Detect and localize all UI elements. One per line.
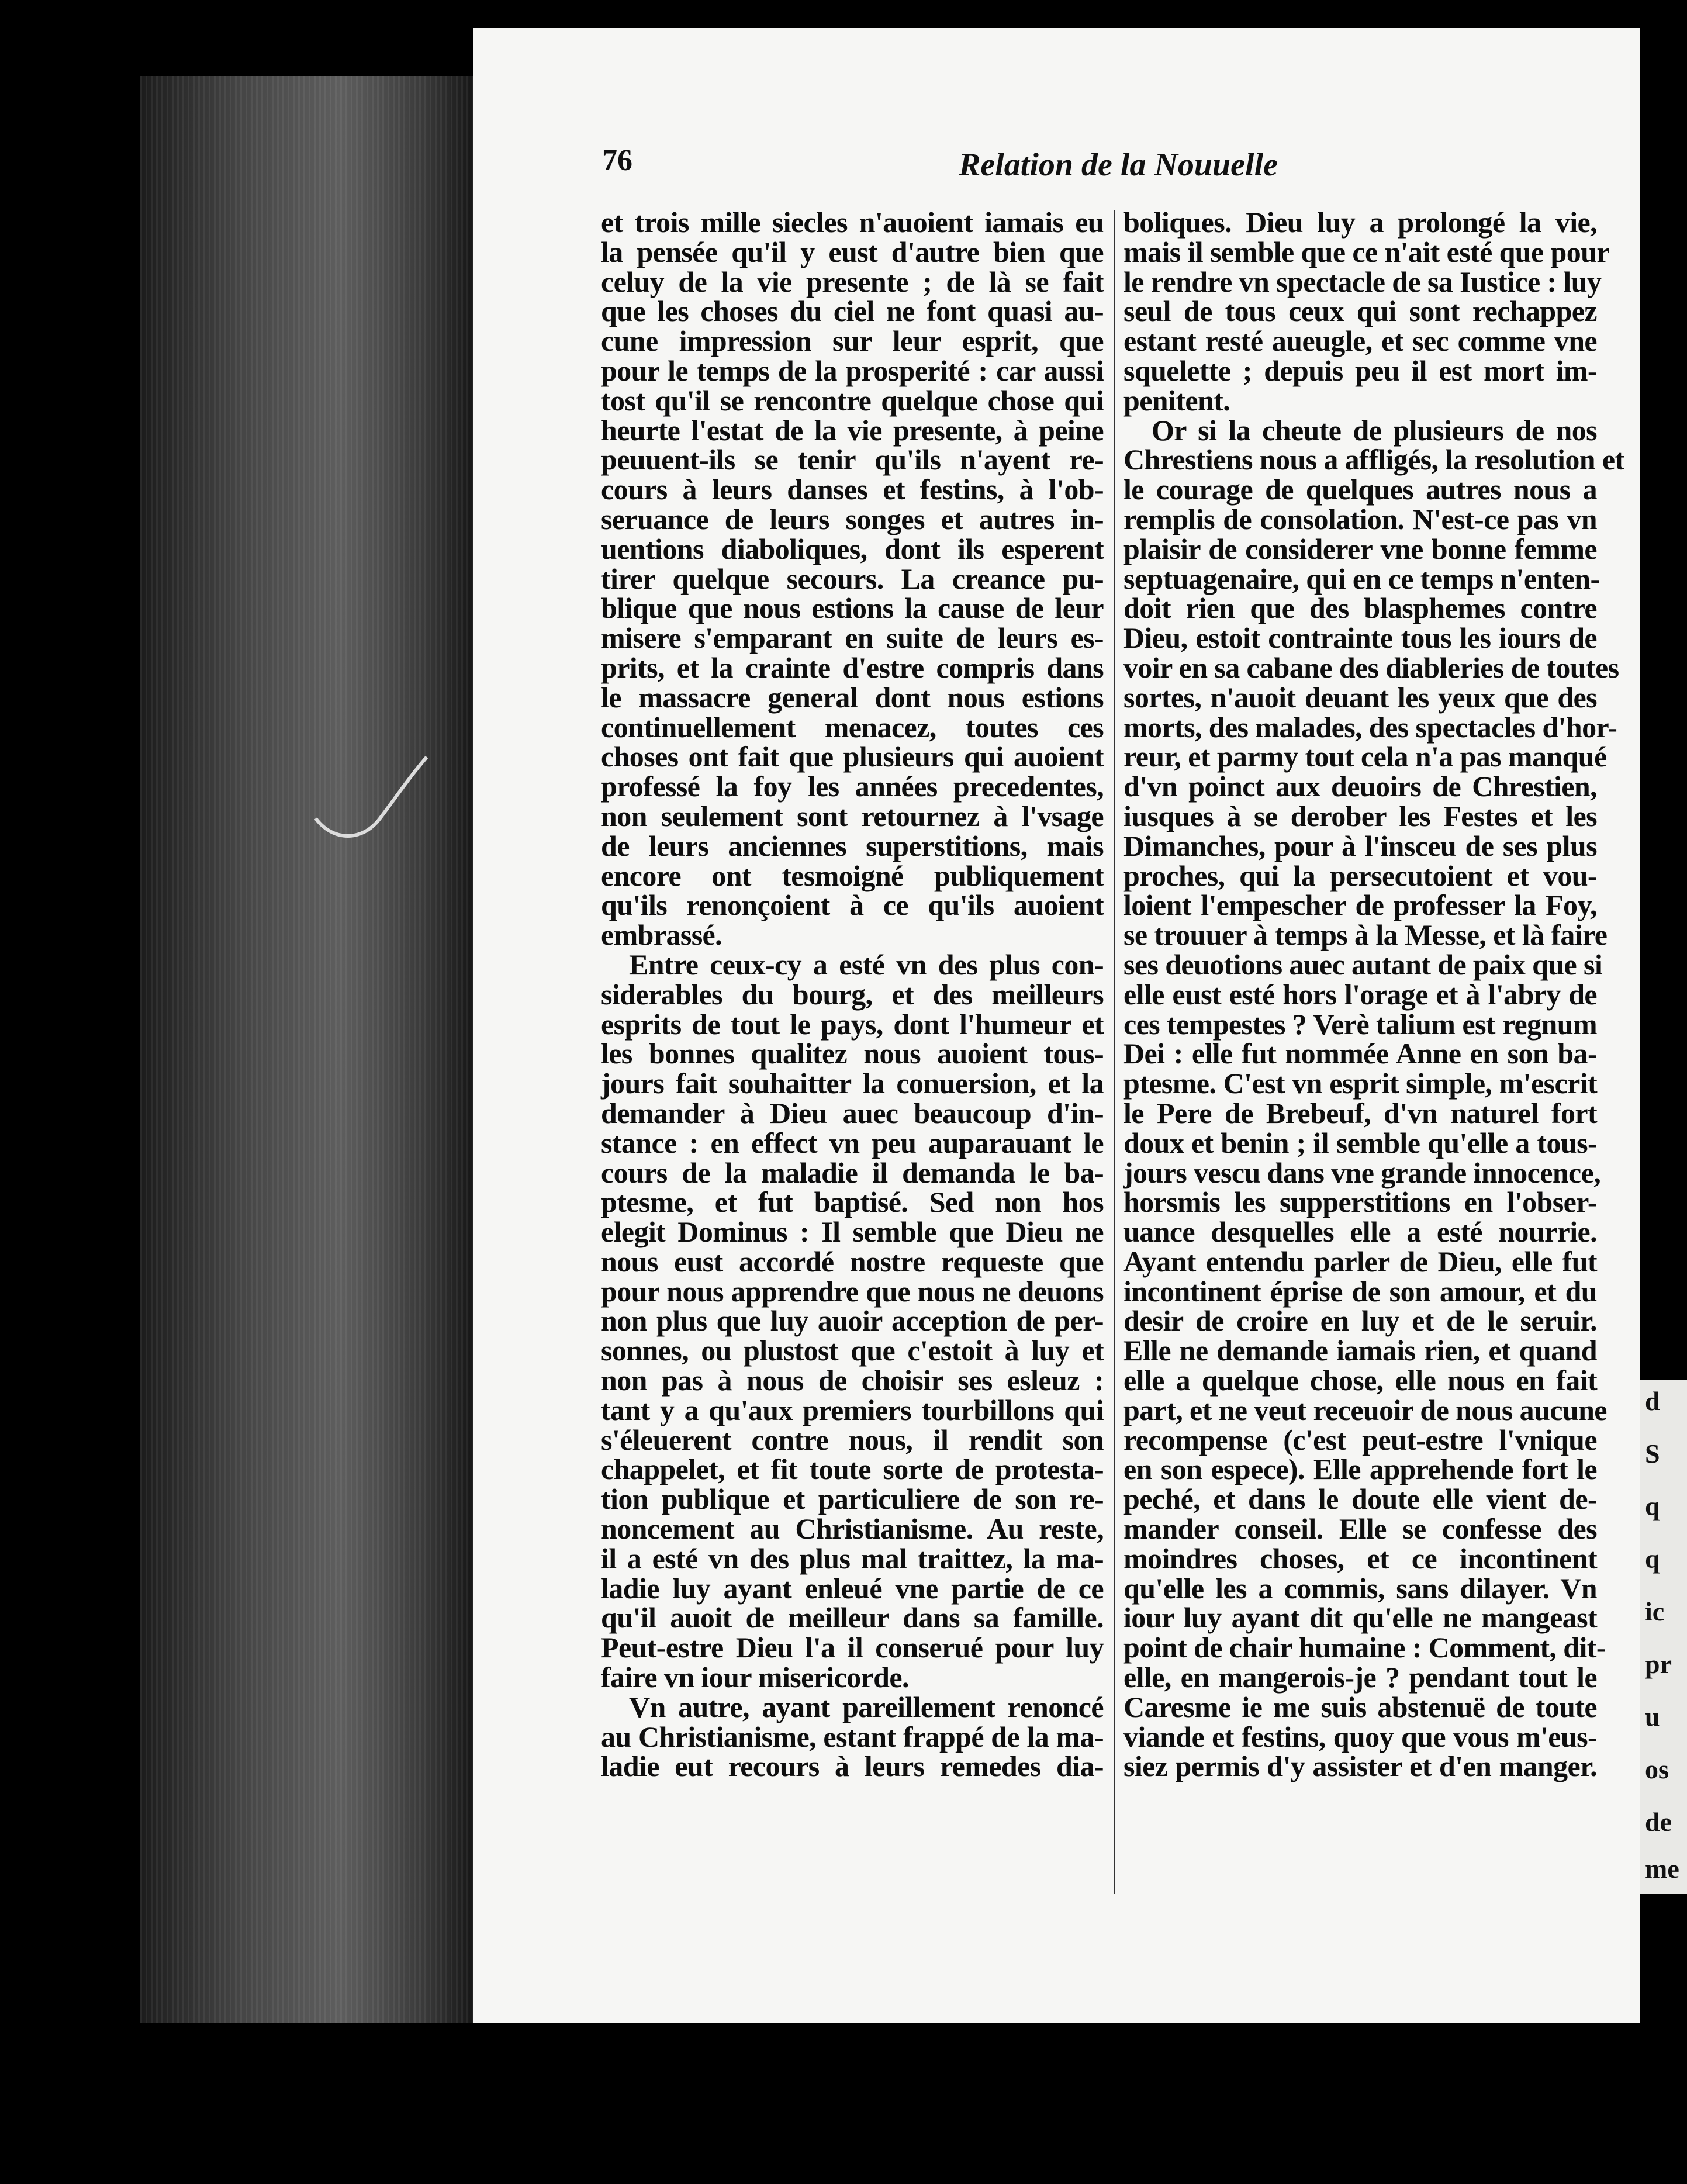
text-line: nous eust accordé nostre requeste que [601,1245,1104,1278]
text-line: le massacre general dont nous estions [601,680,1104,714]
column-rule [1114,210,1115,1894]
text-line: desir de croire en luy et de le seruir. [1123,1304,1597,1338]
text-line: penitent. [1123,383,1230,417]
text-line: faire vn iour misericorde. [601,1661,909,1694]
text-line: mais il semble que ce n'ait esté que pour [1123,235,1609,268]
text-line: elle a quelque chose, elle nous en fait [1123,1364,1597,1397]
text-line: peuuent-ils se tenir qu'ils n'ayent re- [601,443,1104,476]
text-line: plaisir de considerer vne bonne femme [1123,532,1597,565]
text-line: point de chair humaine : Comment, dit- [1123,1631,1606,1664]
text-line: Dieu, estoit contrainte tous les iours de [1123,621,1597,655]
text-line: et trois mille siecles n'auoient iamais eu [601,206,1104,239]
edge-fragment: u [1645,1702,1660,1732]
text-line: ptesme. C'est vn esprit simple, m'escrit [1123,1067,1597,1100]
text-line: esprits de tout le pays, dont l'humeur et [601,1007,1104,1041]
text-line: choses ont fait que plusieurs qui auoient [601,740,1104,773]
edge-fragment: os [1645,1754,1669,1784]
text-line: cune impression sur leur esprit, que [601,324,1104,358]
edge-fragment: de [1645,1807,1672,1837]
text-line: demander à Dieu auec beaucoup d'in- [601,1096,1104,1129]
edge-fragment: S [1645,1439,1660,1468]
text-line: Caresme ie me suis abstenuë de toute [1123,1690,1597,1723]
page-number: 76 [602,144,632,177]
text-line: que les choses du ciel ne font quasi au- [601,295,1104,328]
text-line: viande et festins, quoy que vous m'eus- [1123,1720,1597,1753]
text-line: siderables du bourg, et des meilleurs [601,977,1104,1011]
text-line: uance desquelles elle a esté nourrie. [1123,1215,1597,1249]
text-line: jours vescu dans vne grande innocence, [1123,1156,1601,1189]
text-line: loient l'empescher de professer la Foy, [1123,889,1597,922]
edge-fragment: d [1645,1386,1660,1416]
text-line: seul de tous ceux qui sont rechappez [1123,295,1597,328]
text-line: peché, et dans le doute elle vient de- [1123,1483,1597,1516]
edge-fragment: pr [1645,1649,1672,1679]
text-line: Ayant entendu parler de Dieu, elle fut [1123,1245,1597,1278]
text-line: seruance de leurs songes et autres in- [601,502,1104,535]
edge-fragment: me [1645,1854,1679,1884]
text-line: prits, et la crainte d'estre compris dans [601,651,1104,684]
text-line: il a esté vn des plus mal traittez, la ma- [601,1542,1104,1575]
text-line: ladie eut recours à leurs remedes dia- [601,1750,1104,1783]
text-line: heurte l'estat de la vie presente, à peine [601,413,1104,447]
text-line: voir en sa cabane des diableries de toutes [1123,651,1619,684]
text-line: de leurs anciennes superstitions, mais [601,829,1104,862]
text-line: Elle ne demande iamais rien, et quand [1123,1334,1597,1367]
edge-fragment: q [1645,1544,1660,1574]
next-page-edge [1640,1380,1687,1894]
text-line: encore ont tesmoigné publiquement [601,859,1104,892]
text-line: doux et benin ; il semble qu'elle a tous- [1123,1126,1597,1159]
text-line: Or si la cheute de plusieurs de nos [1152,413,1597,447]
text-line: qu'il auoit de meilleur dans sa famille. [601,1601,1104,1634]
text-line: elegit Dominus : Il semble que Dieu ne [601,1215,1104,1249]
text-line: ses deuotions auec autant de paix que si [1123,948,1603,981]
text-line: qu'ils renonçoient à ce qu'ils auoient [601,889,1104,922]
text-line: elle, en mangerois-je ? pendant tout le [1123,1661,1597,1694]
text-line: non seulement sont retournez à l'vsage [601,799,1104,832]
text-line: non pas à nous de choisir ses esleuz : [601,1364,1104,1397]
text-line: cours à leurs danses et festins, à l'ob- [601,473,1104,506]
text-line: tant y a qu'aux premiers tourbillons qui [601,1393,1104,1426]
edge-fragment: ic [1645,1596,1665,1626]
text-line: qu'elle les a commis, sans dilayer. Vn [1123,1571,1597,1605]
text-line: pour nous apprendre que nous ne deuons [601,1274,1104,1308]
text-line: mander conseil. Elle se confesse des [1123,1512,1597,1546]
text-line: ptesme, et fut baptisé. Sed non hos [601,1186,1104,1219]
text-line: chappelet, et fit toute sorte de protesta- [601,1453,1104,1486]
text-line: proches, qui la persecutoient et vou- [1123,859,1597,892]
book-spine-edge [140,76,473,2023]
text-line: au Christianisme, estant frappé de la ma- [601,1720,1104,1753]
text-line: tirer quelque secours. La creance pu- [601,562,1104,595]
text-line: iour luy ayant dit qu'elle ne mangeast [1123,1601,1597,1634]
text-line: Dimanches, pour à l'insceu de ses plus [1123,829,1597,862]
text-line: noncement au Christianisme. Au reste, [601,1512,1104,1546]
edge-fragment: q [1645,1491,1660,1521]
text-line: iusques à se derober les Festes et les [1123,799,1597,832]
text-line: moindres choses, et ce incontinent [1123,1542,1597,1575]
text-line: cours de la maladie il demanda le ba- [601,1156,1104,1189]
text-line: estant resté aueugle, et sec comme vne [1123,324,1597,358]
text-line: sonnes, ou plustost que c'estoit à luy et [601,1334,1104,1367]
scratch-mark [310,754,433,853]
text-line: non plus que luy auoir acception de per- [601,1304,1104,1338]
text-line: part, et ne veut receuoir de nous aucune [1123,1393,1607,1426]
text-line: d'vn poinct aux deuoirs de Chrestien, [1123,770,1597,803]
text-line: s'éleuerent contre nous, il rendit son [601,1423,1104,1456]
left-column [601,208,1104,1781]
text-line: morts, des malades, des spectacles d'hor- [1123,710,1617,744]
text-line: Dei : elle fut nommée Anne en son ba- [1123,1037,1597,1070]
text-line: jours fait souhaitter la conuersion, et la [601,1067,1104,1100]
text-line: la pensée qu'il y eust d'autre bien que [601,235,1104,268]
text-line: celuy de la vie presente ; de là se fait [601,265,1104,298]
text-line: les bonnes qualitez nous auoient tous- [601,1037,1104,1070]
text-line: Peut-estre Dieu l'a il conserué pour luy [601,1631,1104,1664]
text-line: stance : en effect vn peu auparauant le [601,1126,1104,1159]
text-line: le Pere de Brebeuf, d'vn naturel fort [1123,1096,1597,1129]
text-line: elle eust esté hors l'orage et à l'abry de [1123,977,1597,1011]
text-line: se trouuer à temps à la Messe, et là faire [1123,918,1608,952]
text-line: septuagenaire, qui en ce temps n'enten- [1123,562,1600,595]
text-line: Vn autre, ayant pareillement renoncé [629,1690,1104,1723]
text-line: ladie luy ayant enleué vne partie de ce [601,1571,1104,1605]
text-line: recompense (c'est peut-estre l'vnique [1123,1423,1597,1456]
text-line: boliques. Dieu luy a prolongé la vie, [1123,206,1597,239]
text-line: tost qu'il se rencontre quelque chose qui [601,383,1104,417]
text-line: doit rien que des blasphemes contre [1123,592,1597,625]
text-line: le courage de quelques autres nous a [1123,473,1597,506]
text-line: blique que nous estions la cause de leur [601,592,1104,625]
text-line: reur, et parmy tout cela n'a pas manqué [1123,740,1607,773]
text-line: ces tempestes ? Verè talium est regnum [1123,1007,1597,1041]
text-line: uentions diaboliques, dont ils esperent [601,532,1104,565]
running-title: Relation de la Nouuelle [959,147,1278,183]
text-line: continuellement menacez, toutes ces [601,710,1104,744]
text-line: sortes, n'auoit deuant les yeux que des [1123,680,1597,714]
right-column [1123,206,1624,1783]
text-line: pour le temps de la prosperité : car aussi [601,354,1104,387]
text-line: tion publique et particuliere de son re- [601,1483,1104,1516]
text-line: misere s'emparant en suite de leurs es- [601,621,1104,655]
text-line: professé la foy les années precedentes, [601,770,1104,803]
text-line: le rendre vn spectacle de sa Iustice : luy [1123,265,1602,298]
text-line: Chrestiens nous a affligés, la resolution et [1123,443,1624,476]
text-line: en son espece). Elle apprehende fort le [1123,1453,1597,1486]
text-line: horsmis les supperstitions en l'obser- [1123,1186,1597,1219]
text-line: siez permis d'y assister et d'en manger. [1123,1750,1597,1783]
text-line: Entre ceux-cy a esté vn des plus con- [629,948,1104,981]
text-line: incontinent éprise de son amour, et du [1123,1274,1597,1308]
text-line: remplis de consolation. N'est-ce pas vn [1123,502,1597,535]
text-line: squelette ; depuis peu il est mort im- [1123,354,1597,387]
text-line: embrassé. [601,918,722,952]
